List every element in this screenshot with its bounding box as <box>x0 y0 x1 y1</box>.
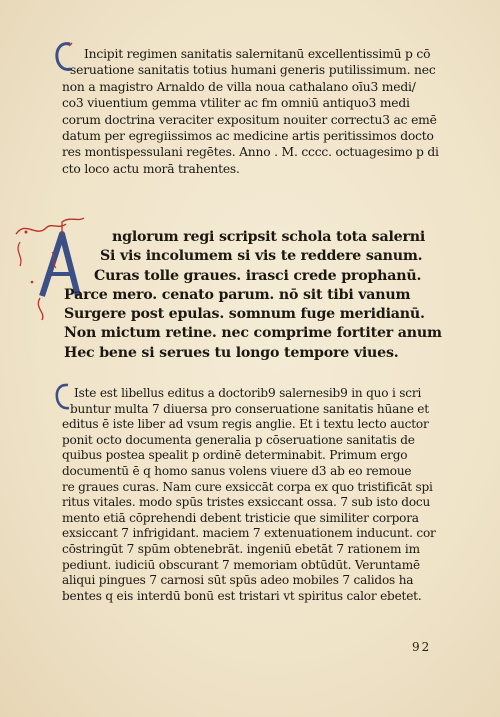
incipit-line: seruatione sanitatis totius humani generis putilissimum. nec <box>70 63 436 78</box>
verse-line: Non mictum retine. nec comprime fortiter anum <box>64 325 442 342</box>
commentary-line: buntur multa 7 diuersa pro conseruatione sanitatis hūane et <box>70 401 429 416</box>
commentary-line: documentū ē q homo sanus volens viuere d3 ab eo remoue <box>62 463 412 478</box>
commentary-line: aliqui pingues 7 carnosi sūt spūs adeo mobiles 7 calidos ha <box>62 573 414 588</box>
verse-line: Hec bene si serues tu longo tempore viues. <box>64 344 399 361</box>
commentary-line: cōstringūt 7 spūm obtenebrāt. ingeniū ebetāt 7 rationem im <box>62 541 420 556</box>
verse-line: Curas tolle graues. irasci crede prophanū. <box>94 267 422 284</box>
commentary-line: ritus vitales. modo spūs tristes exsiccant ossa. 7 sub isto docu <box>62 495 431 510</box>
commentary-line: mento etiā cōprehendi debent tristicie que similiter corpora <box>62 510 419 525</box>
verse-line: Parce mero. cenato parum. nō sit tibi vanum <box>64 286 411 303</box>
incipit-line: res montispessulani regētes. Anno . M. cccc. octuagesimo p di <box>62 145 439 160</box>
commentary-line: ponit octo documenta generalia p cōseruatione sanitatis de <box>62 432 415 447</box>
commentary-line: exsiccant 7 infrigidant. maciem 7 extenuationem inducunt. cor <box>62 526 436 541</box>
commentary-line: bentes q eis interdū bonū est tristari vt spiritus calor ebetet. <box>62 588 422 603</box>
incipit-paragraph <box>62 46 462 177</box>
verse-line: nglorum regi scripsit schola tota salerni <box>112 229 426 245</box>
incipit-line: corum doctrina veraciter expositum nouiter correctu3 ac emē <box>62 112 437 127</box>
folio-number: 92 <box>412 640 432 654</box>
commentary-line: quibus postea spealit p ordinē determinabit. Primum ergo <box>62 448 408 463</box>
commentary-line: editus ē iste liber ad vsum regis anglie. Et i textu lecto auctor <box>62 417 429 432</box>
verse-line: Si vis incolumem si vis te reddere sanum. <box>100 248 423 265</box>
commentary-paragraph <box>62 386 462 604</box>
incipit-line: non a magistro Arnaldo de villa noua cathalano oīu3 medi/ <box>62 79 416 94</box>
incipit-line: cto loco actu morā trahentes. <box>62 161 240 176</box>
incipit-line: Incipit regimen sanitatis salernitanū excellentissimū p cō <box>84 47 431 61</box>
commentary-line: pediunt. iudiciū obscurant 7 memoriam obtūdūt. Veruntamē <box>62 557 420 572</box>
incipit-line: co3 viuentium gemma vtiliter ac fm omniū antiquo3 medi <box>62 96 410 111</box>
commentary-line: re graues curas. Nam cure exsiccāt corpa ex quo tristificāt spi <box>62 479 433 494</box>
incipit-line: datum per egregiissimos ac medicine artis peritissimos docto <box>62 128 434 143</box>
commentary-line: Iste est libellus editus a doctorib9 salernesib9 in quo i scri <box>74 386 422 400</box>
verse-line: Surgere post epulas. somnum fuge meridianū. <box>64 306 425 323</box>
verse-block <box>64 228 464 363</box>
